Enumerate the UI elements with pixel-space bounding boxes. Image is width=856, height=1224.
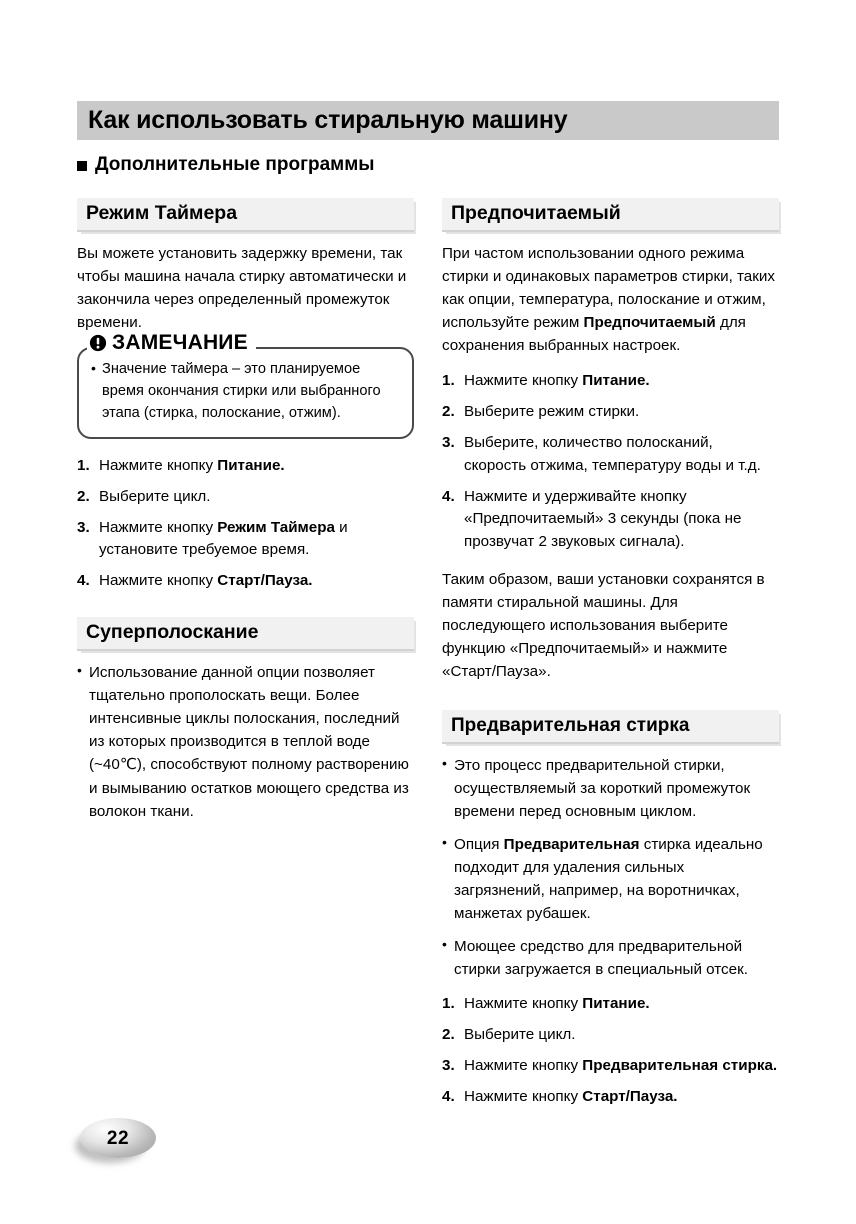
preferred-steps-list xyxy=(442,370,779,554)
preferred-intro-post: для сохранения выбранных настроек. xyxy=(442,314,746,355)
step-text-bold: Старт/Пауза. xyxy=(582,1087,678,1105)
step-text-pre: Нажмите и удерживайте кнопку «Предпочитаемый» 3 секунды (пока не прозвучат 2 звуковых сигнала). xyxy=(464,487,742,551)
left-column xyxy=(77,198,414,835)
step-number: 2. xyxy=(77,487,90,505)
bullet-text-pre: Моющее средство для предварительной стирки загружается в специальный отсек. xyxy=(454,938,748,979)
step-text-pre: Нажмите кнопку xyxy=(99,457,218,475)
section-header-super-rinse xyxy=(77,617,414,651)
step-number: 4. xyxy=(77,572,90,590)
step-text-bold: Старт/Пауза. xyxy=(217,572,313,590)
step-text-bold: Предварительная стирка. xyxy=(582,1056,778,1074)
section-header-prewash xyxy=(442,710,779,744)
step-text-bold: Питание. xyxy=(582,995,650,1013)
list-item xyxy=(442,432,779,478)
step-number: 3. xyxy=(442,434,455,452)
step-number: 2. xyxy=(442,403,455,421)
section-title: Режим Таймера xyxy=(86,202,238,225)
step-number: 4. xyxy=(442,487,455,505)
list-item xyxy=(442,370,779,393)
section-header-timer-mode xyxy=(77,198,414,232)
list-item xyxy=(77,486,414,509)
note-bullet-list xyxy=(91,359,400,425)
page-number: 22 xyxy=(106,1128,130,1149)
step-number: 1. xyxy=(77,457,90,475)
page-title: Как использовать стиральную машину xyxy=(88,106,568,134)
subheading-label: Дополнительные программы xyxy=(95,154,375,175)
list-item xyxy=(442,754,779,823)
step-number: 2. xyxy=(442,1026,455,1044)
list-item xyxy=(77,570,414,593)
super-rinse-bullet-list xyxy=(77,661,414,823)
list-item xyxy=(442,1086,779,1109)
square-bullet-icon xyxy=(77,161,87,171)
bullet-text-pre: Опция xyxy=(454,835,504,853)
list-item: • Значение таймера – это планируемое время окончания стирки или выбранного этапа (стирка, полоскание, отжим). xyxy=(91,359,400,425)
step-text-pre: Нажмите кнопку xyxy=(464,372,583,390)
step-text-bold: Питание. xyxy=(582,372,650,390)
step-text-pre: Выберите цикл. xyxy=(99,487,211,505)
section-header-preferred xyxy=(442,198,779,232)
list-item: • Использование данной опции позволяет тщательно прополоскать вещи. Более интенсивные циклы полоскания, последний из которых производится в теплой воде (~40℃), способствуют полному растворению и вымыванию остатков моющего средства из волокон ткани. xyxy=(77,661,414,823)
chapter-title-bar xyxy=(77,101,779,140)
step-text-pre: Выберите, количество полосканий, скорость отжима, температуру воды и т.д. xyxy=(464,434,761,474)
step-text-bold: Питание. xyxy=(217,457,285,475)
preferred-intro-bold: Предпочитаемый xyxy=(583,314,716,332)
step-number: 4. xyxy=(442,1087,455,1105)
preferred-intro-paragraph xyxy=(442,242,779,357)
list-item xyxy=(77,455,414,478)
step-number: 3. xyxy=(77,518,90,536)
section-title: Предварительная стирка xyxy=(451,715,690,737)
note-legend xyxy=(87,332,256,353)
step-number: 3. xyxy=(442,1056,455,1074)
list-item xyxy=(442,935,779,981)
prewash-bullet-list xyxy=(442,754,779,982)
step-text-pre: Выберите режим стирки. xyxy=(464,403,640,421)
list-item xyxy=(77,517,414,563)
step-text-pre: Нажмите кнопку xyxy=(464,1087,583,1105)
bullet-text-pre: Это процесс предварительной стирки, осуществляемый за короткий промежуток времени перед основным циклом. xyxy=(454,756,751,820)
step-text-post: и установите требуемое время. xyxy=(99,518,348,559)
step-number: 1. xyxy=(442,995,455,1013)
note-box xyxy=(77,331,414,439)
list-item xyxy=(442,993,779,1016)
list-item xyxy=(442,1024,779,1047)
right-column xyxy=(442,198,779,1123)
list-item xyxy=(442,1055,779,1078)
note-title: ЗАМЕЧАНИЕ xyxy=(112,331,248,355)
timer-steps-list xyxy=(77,455,414,593)
subheading xyxy=(77,155,375,174)
exclamation-circle-icon xyxy=(89,334,107,352)
prewash-steps-list xyxy=(442,993,779,1108)
list-item xyxy=(442,401,779,424)
section-title: Суперполоскание xyxy=(86,621,259,644)
list-item xyxy=(442,833,779,925)
step-text-bold: Режим Таймера xyxy=(217,518,335,536)
step-text-pre: Нажмите кнопку xyxy=(99,572,218,590)
bullet-text-post: стирка идеально подходит для удаления сильных загрязнений, например, на воротничках, манжетах рубашек. xyxy=(454,835,763,923)
step-text-pre: Нажмите кнопку xyxy=(99,518,218,536)
step-text-pre: Выберите цикл. xyxy=(464,1026,576,1044)
step-text-pre: Нажмите кнопку xyxy=(464,1056,583,1074)
list-item xyxy=(442,486,779,554)
preferred-intro-pre: При частом использовании одного режима стирки и одинаковых параметров стирки, таких как опции, температура, полоскание и отжим, используйте режим xyxy=(442,245,775,332)
step-text-pre: Нажмите кнопку xyxy=(464,995,583,1013)
page-number-badge xyxy=(80,1118,156,1158)
bullet-text-bold: Предварительная xyxy=(503,835,640,853)
section-title: Предпочитаемый xyxy=(451,202,621,225)
timer-intro-paragraph: Вы можете установить задержку времени, так чтобы машина начала стирку автоматически и закончила через определенный промежуток времени. xyxy=(77,245,407,332)
step-number: 1. xyxy=(442,372,455,390)
preferred-outro-paragraph: Таким образом, ваши установки сохранятся в памяти стиральной машины. Для последующего использования выберите функцию «Предпочитаемый» и нажмите «Старт/Пауза». xyxy=(442,571,765,681)
